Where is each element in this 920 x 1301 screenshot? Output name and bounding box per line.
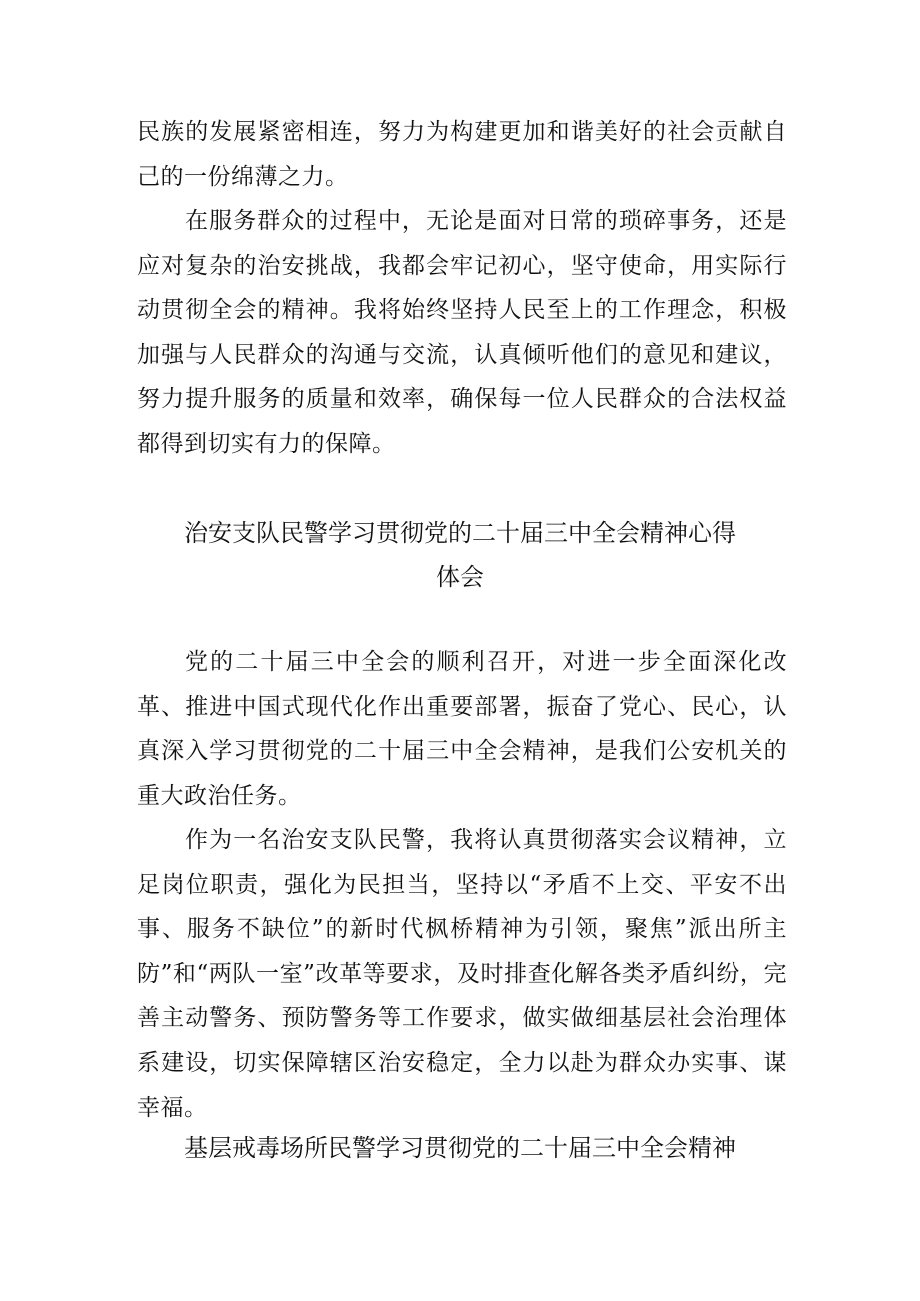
section-title-line2: 体会: [436, 563, 484, 591]
paragraph-service: 在服务群众的过程中，无论是面对日常的琐碎事务，还是应对复杂的治安挑战，我都会牢记初心，坚守使命，用实际行动贯彻全会的精神。我将始终坚持人民至上的工作理念，积极加强与人民群众的沟通与交流，认真倾听他们的意见和建议，努力提升服务的质量和效率，确保每一位人民群众的合法权益都得到切实有力的保障。: [137, 208, 787, 457]
paragraph-commitment: 作为一名治安支队民警，我将认真贯彻落实会议精神，立足岗位职责，强化为民担当，坚持以“矛盾不上交、平安不出事、服务不缺位”的新时代枫桥精神为引领，聚焦”派出所主防”和“两队一室”改革等要求，及时排查化解各类矛盾纠纷，完善主动警务、预防警务等工作要求，做实做细基层社会治理体系建设，切实保障辖区治安稳定，全力以赴为群众办实事、谋幸福。: [137, 827, 787, 1121]
paragraph-continuation: 民族的发展紧密相连，努力为构建更加和谐美好的社会贡献自己的一份绵薄之力。: [137, 119, 787, 190]
section-title-line1: 治安支队民警学习贯彻党的二十届三中全会精神心得: [184, 519, 736, 547]
paragraph-intro: 党的二十届三中全会的顺利召开，对进一步全面深化改革、推进中国式现代化作出重要部署，振奋了党心、民心，认真深入学习贯彻党的二十届三中全会精神，是我们公安机关的重大政治任务。: [137, 649, 787, 809]
section-title-2-line1: 基层戒毒场所民警学习贯彻党的二十届三中全会精神: [184, 1134, 736, 1162]
